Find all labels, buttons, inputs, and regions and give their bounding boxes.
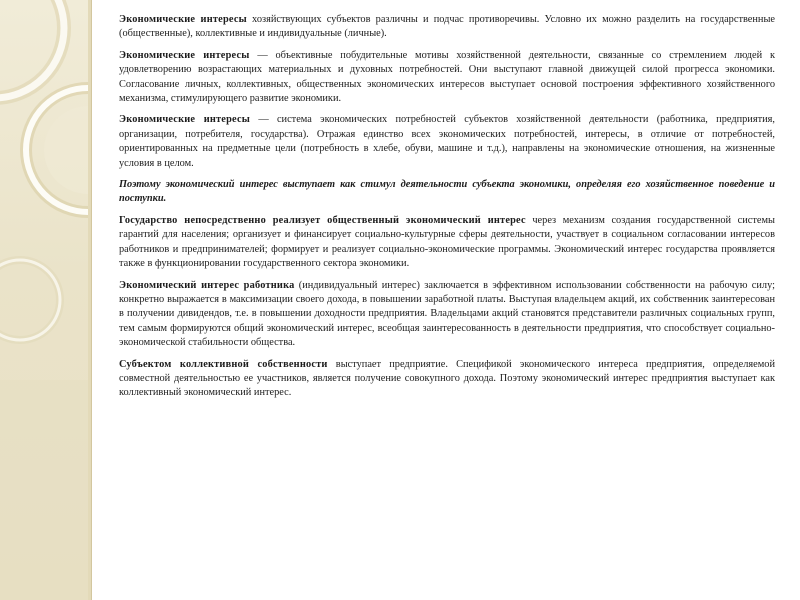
paragraph-term: Государство непосредственно реализует общественный экономический интерес [119, 214, 526, 226]
paragraph-term: Экономические интересы [119, 49, 250, 61]
paragraph-text: — система экономических потребностей субъектов хозяйственной деятельности (работника, предприятия, организации, потребителя, государства). Отражая единство всех экономических потребностей, интересы, в отличие от потребностей, ориентированных на предметные цели (потребность в хлебе, обуви, машине и т.д.), направлены на экономические отношения, на жизненные условия в целом. [119, 114, 775, 169]
paragraph-text: — объективные побудительные мотивы хозяйственной деятельности, связанные со стремлением людей к удовлетворению возрастающих материальных и духовных потребностей. Они выступают главной движущей силой прогресса экономики. Согласование личных, коллективных, общественных экономических интересов выступает основой построения эффективного хозяйственного механизма, стимулирующего развитие экономики. [119, 49, 775, 105]
paragraph-term: Экономические интересы [119, 114, 251, 126]
paragraph-text: через механизм создания государственной системы гарантий для населения; организует и финансирует социально-культурные сферы деятельности, участвует в социальном согласовании интересов работников и предпринимателей; формирует и реализует социально-экономические программы. Экономический интерес государства проявляется также в функционировании государственного сектора экономики. [119, 214, 775, 270]
paragraph-term: Экономические интересы [119, 14, 247, 25]
panel-divider-line [91, 0, 92, 600]
paragraph-conclusion-stimulus [119, 178, 775, 207]
paragraph-term: Субъектом коллективной собственности [119, 358, 328, 370]
paragraph-definition-system [119, 113, 775, 171]
text-content [119, 13, 775, 401]
decorative-left-panel [0, 0, 88, 600]
decorative-circles [0, 0, 88, 600]
paragraph-definition-motives [119, 49, 775, 107]
paragraph-state-interest [119, 214, 775, 272]
paragraph-emphasis: Поэтому экономический интерес выступает как стимул деятельности субъекта экономики, определяя его хозяйственное поведение и поступки. [119, 179, 775, 205]
paragraph-term: Экономический интерес работника [119, 279, 295, 291]
paragraph-text: хозяйствующих субъектов различны и подчас противоречивы. Условно их можно разделить на государственные (общественные), коллективные и индивидуальные (личные). [119, 14, 775, 40]
paragraph-collective-interest [119, 358, 775, 401]
paragraph-intro [119, 13, 775, 42]
paragraph-text: выступает предприятие. Спецификой экономического интереса предприятия, определяемой совместной деятельностью ее участников, является получение совокупного дохода. Поэтому экономический интерес предприятия выступает как коллективный экономический интерес. [119, 358, 775, 399]
paragraph-worker-interest [119, 279, 775, 351]
paragraph-text: (индивидуальный интерес) заключается в эффективном использовании собственности на рабочую силу; конкретно выражается в максимизации своего дохода, в повышении заработной платы. Выступая владельцем акций, их собственник заинтересован в получении дивидендов, т.е. в повышении доходности предприятия. Владельцами акций становятся представители различных социальных групп, тем самым формируются общий экономический интерес, всеобщая заинтересованность в деятельности предприятия, что способствует социально-экономической стабильности общества. [119, 279, 775, 349]
